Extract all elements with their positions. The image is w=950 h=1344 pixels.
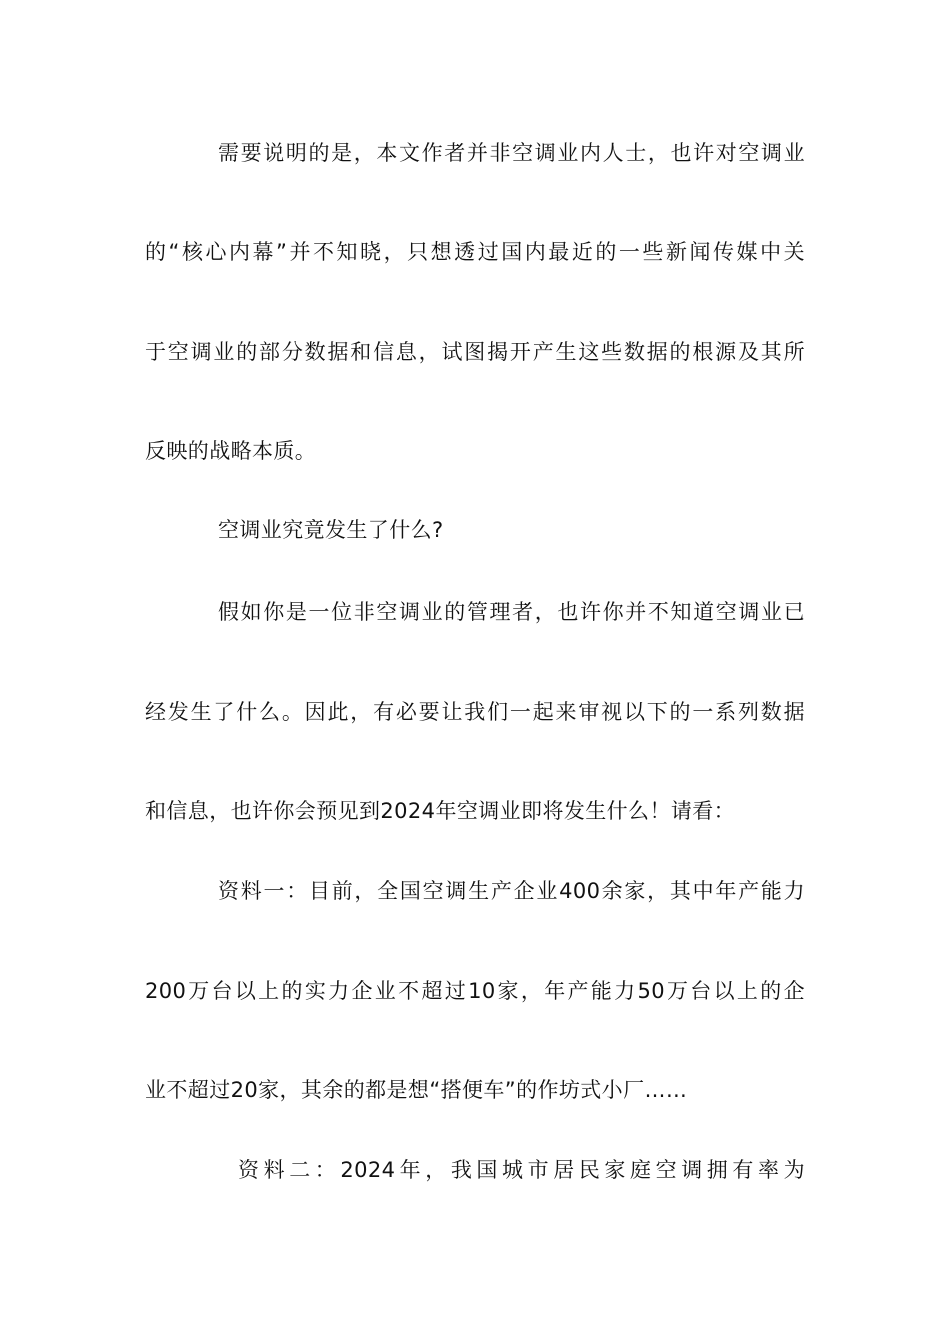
paragraph-line: 反映的战略本质。 (145, 439, 317, 463)
section-heading: 空调业究竟发生了什么? (218, 518, 444, 542)
paragraph-line: 假如你是一位非空调业的管理者，也许你并不知道空调业已 (218, 600, 805, 624)
paragraph-line: 的“核心内幕”并不知晓，只想透过国内最近的一些新闻传媒中关 (145, 240, 805, 264)
paragraph-line: 200万台以上的实力企业不超过10家，年产能力50万台以上的企 (145, 979, 805, 1003)
paragraph-line: 需要说明的是，本文作者并非空调业内人士，也许对空调业 (218, 141, 805, 165)
paragraph-line: 经发生了什么。因此，有必要让我们一起来审视以下的一系列数据 (145, 700, 805, 724)
paragraph-line: 和信息，也许你会预见到2024年空调业即将发生什么！请看： (145, 799, 736, 823)
paragraph-line: 于空调业的部分数据和信息，试图揭开产生这些数据的根源及其所 (145, 340, 805, 364)
paragraph-line: 资料一：目前，全国空调生产企业400余家，其中年产能力 (218, 879, 805, 903)
paragraph-line: 资料二：2024年，我国城市居民家庭空调拥有率为 (238, 1158, 805, 1182)
paragraph-line: 业不超过20家，其余的都是想“搭便车”的作坊式小厂…… (145, 1078, 688, 1102)
